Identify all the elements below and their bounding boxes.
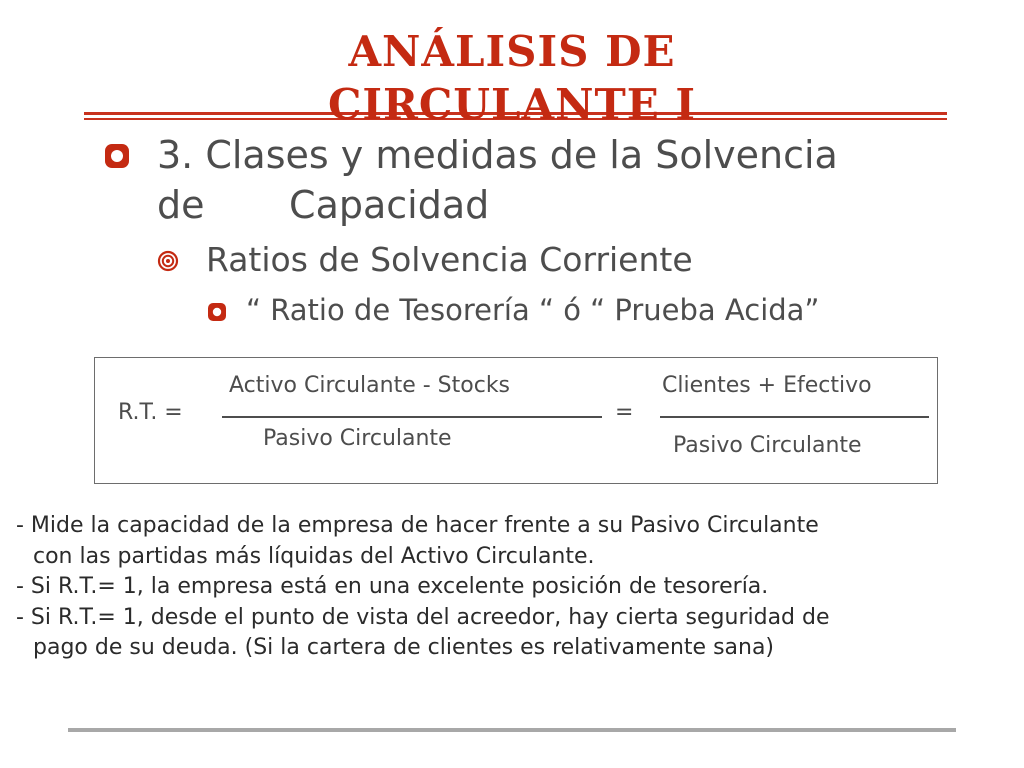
bullet-level-3: “ Ratio de Tesorería “ ó “ Prueba Acida”: [246, 293, 820, 327]
formula-denominator-1: Pasivo Circulante: [263, 426, 452, 451]
note-line: - Mide la capacidad de la empresa de hacer frente a su Pasivo Circulante: [16, 513, 819, 538]
formula-numerator-1: Activo Circulante - Stocks: [229, 373, 511, 398]
fraction-bar-1: [222, 416, 602, 418]
bullet-level-1: [157, 130, 977, 230]
note-line: pago de su deuda. (Si la cartera de clientes es relativamente sana): [33, 635, 775, 660]
concentric-circle-bullet-icon: [157, 250, 179, 272]
footer-rule: [68, 728, 956, 732]
notes: [16, 511, 830, 664]
bullet-level-2: Ratios de Solvencia Corriente: [206, 240, 693, 279]
ring-bullet-icon: [104, 143, 130, 169]
note-line: con las partidas más líquidas del Activo Circulante.: [33, 543, 595, 569]
slide-title-line-1: ANÁLISIS DE: [348, 27, 676, 76]
formula-numerator-2: Clientes + Efectivo: [662, 373, 872, 398]
bullet-level-1-line-1: 3. Clases y medidas de la Solvencia: [157, 133, 838, 177]
small-ring-bullet-icon: [207, 302, 227, 322]
note-line: - Si R.T.= 1, desde el punto de vista del acreedor, hay cierta seguridad de: [16, 604, 830, 630]
note-line: - Si R.T.= 1, la empresa está en una excelente posición de tesorería.: [16, 574, 769, 599]
fraction-bar-2: [660, 416, 929, 418]
formula-lhs: R.T. =: [118, 400, 183, 425]
bullet-level-1-line-2: de Capacidad: [157, 183, 490, 227]
formula-equals: =: [615, 400, 634, 425]
formula-denominator-2: Pasivo Circulante: [673, 433, 862, 458]
slide-title-line-2: CIRCULANTE I: [327, 80, 697, 129]
formula-box: [94, 357, 938, 484]
